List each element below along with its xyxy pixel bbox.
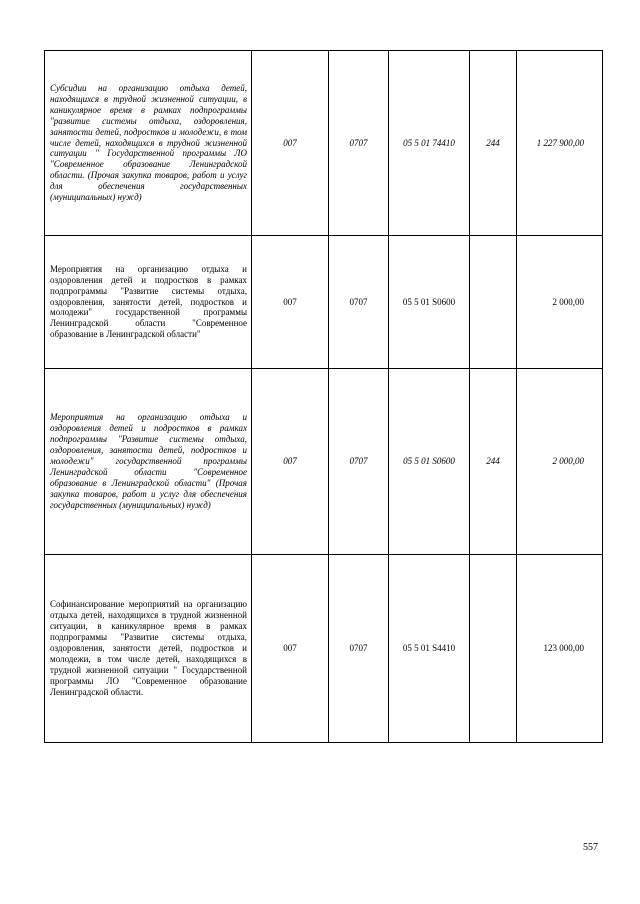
amount: 2 000,00 bbox=[517, 369, 603, 555]
section-code: 0707 bbox=[329, 369, 389, 555]
ministry-code: 007 bbox=[252, 51, 329, 236]
expense-type-code: 244 bbox=[470, 51, 517, 236]
row-description: Софинансирование мероприятий на организацию отдыха детей, находящихся в трудной жизненной ситуации, в каникулярное время в рамках подпрограммы "Развитие системы отдыха, оздоровления, занятости детей, подростков и молодежи, в том числе детей, находящихся в трудной жизненной ситуации " Государственной программы ЛО "Современное образование Ленинградской области. bbox=[45, 555, 252, 743]
amount: 1 227 900,00 bbox=[517, 51, 603, 236]
section-code: 0707 bbox=[329, 236, 389, 369]
ministry-code: 007 bbox=[252, 236, 329, 369]
target-code: 05 5 01 74410 bbox=[389, 51, 470, 236]
section-code: 0707 bbox=[329, 51, 389, 236]
table-row bbox=[45, 369, 603, 555]
table-row bbox=[45, 236, 603, 369]
section-code: 0707 bbox=[329, 555, 389, 743]
row-description: Субсидии на организацию отдыха детей, находящихся в трудной жизненной ситуации, в каникулярное время в рамках подпрограммы "развитие системы отдыха, оздоровления, занятости детей, подростков и молодежи, в том числе детей, находящихся в трудной жизненной ситуации " Государственной программы ЛО "Современное образование Ленинградской области. (Прочая закупка товаров, работ и услуг для обеспечения государственных (муниципальных) нужд) bbox=[45, 51, 252, 236]
ministry-code: 007 bbox=[252, 555, 329, 743]
row-description: Мероприятия на организацию отдыха и оздоровления детей и подростков в рамках подпрограммы "Развитие системы отдыха, оздоровления, занятости детей, подростков и молодежи" государственной программы Ленинградской области "Современное образование в Ленинградской области" bbox=[45, 236, 252, 369]
ministry-code: 007 bbox=[252, 369, 329, 555]
expense-type-code: 244 bbox=[470, 369, 517, 555]
target-code: 05 5 01 S0600 bbox=[389, 369, 470, 555]
amount: 2 000,00 bbox=[517, 236, 603, 369]
target-code: 05 5 01 S4410 bbox=[389, 555, 470, 743]
table-row bbox=[45, 555, 603, 743]
page-number: 557 bbox=[583, 842, 598, 853]
row-description: Мероприятия на организацию отдыха и оздоровления детей и подростков в рамках подпрограммы "Развитие системы отдыха, оздоровления, занятости детей, подростков и молодежи" государственной программы Ленинградской области "Современное образование в Ленинградской области" (Прочая закупка товаров, работ и услуг для обеспечения государственных (муниципальных) нужд) bbox=[45, 369, 252, 555]
table-row bbox=[45, 51, 603, 236]
expense-type-code bbox=[470, 236, 517, 369]
expense-type-code bbox=[470, 555, 517, 743]
amount: 123 000,00 bbox=[517, 555, 603, 743]
budget-table bbox=[44, 50, 603, 743]
target-code: 05 5 01 S0600 bbox=[389, 236, 470, 369]
